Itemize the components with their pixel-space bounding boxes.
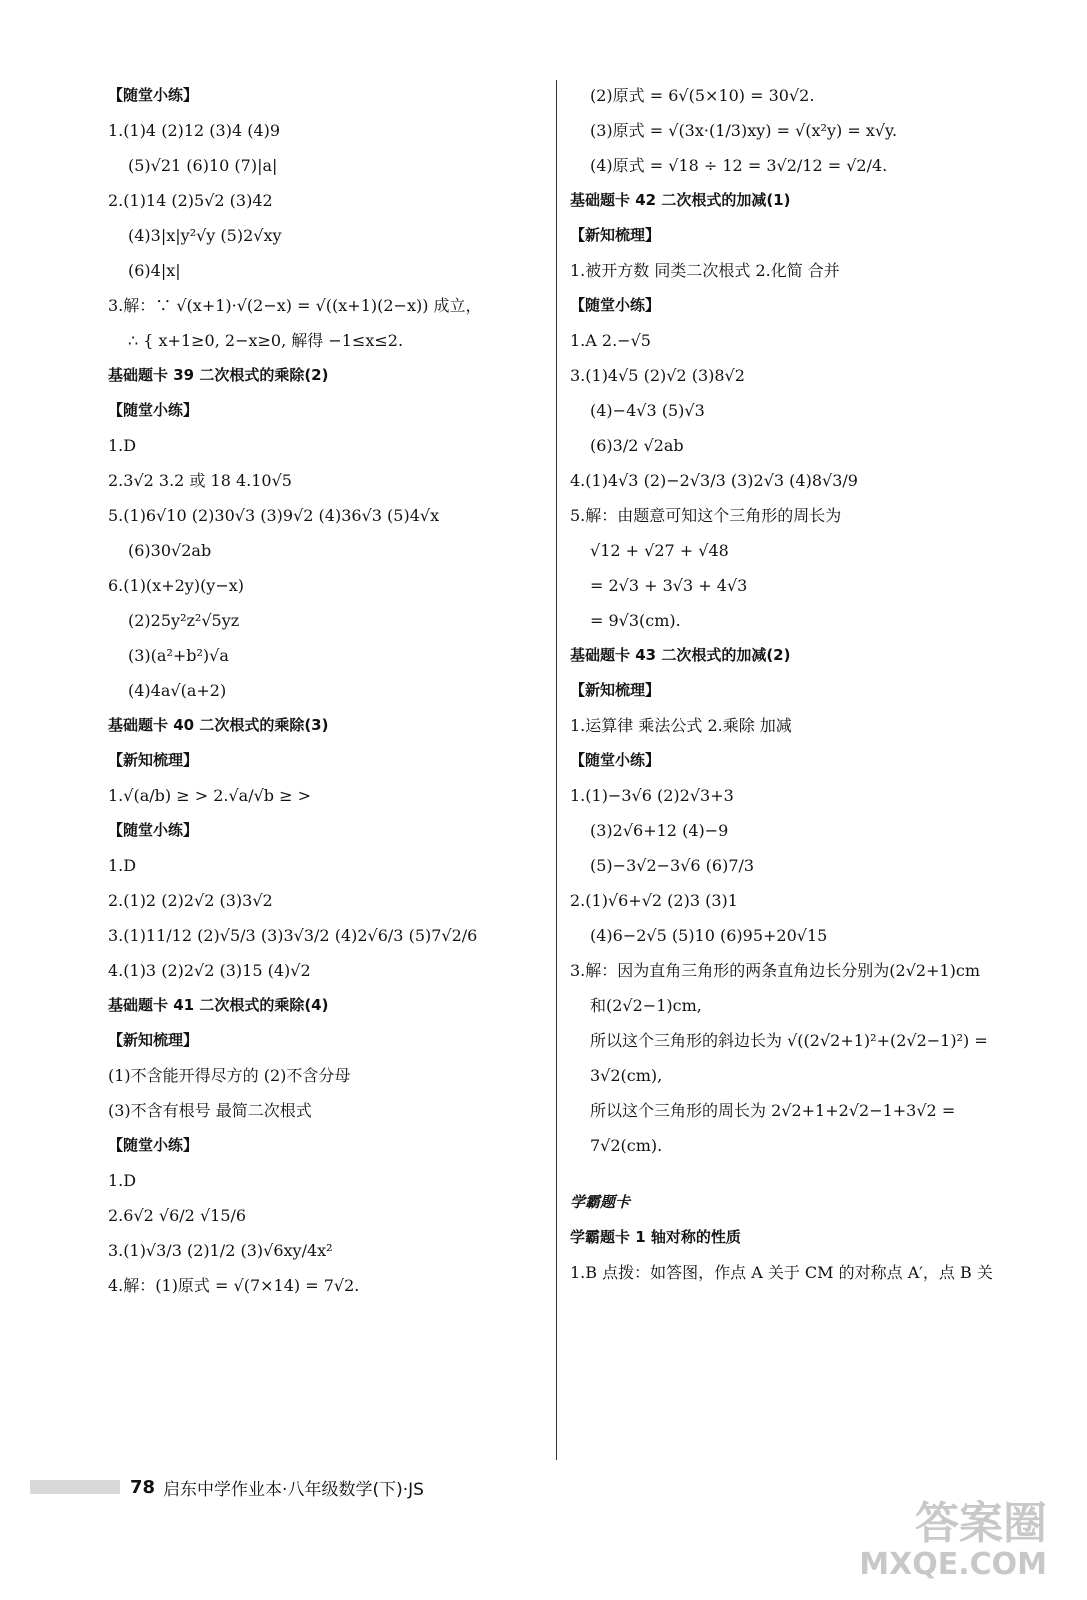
watermark-logo: 答案圈 xyxy=(915,1498,1047,1549)
footer-bar xyxy=(30,1480,120,1494)
answer-line: 2.3√2 3.2 或 18 4.10√5 xyxy=(108,471,292,490)
answer-line: 2.6√2 √6/2 √15/6 xyxy=(108,1206,247,1225)
answer-line: (1)不含能开得尽方的 (2)不含分母 xyxy=(108,1066,351,1085)
answer-line: (6)4|x| xyxy=(128,261,181,280)
section-tag: 【随堂小练】 xyxy=(570,751,661,769)
answer-line: 所以这个三角形的斜边长为 √((2√2+1)²+(2√2−1)²) = xyxy=(590,1031,988,1050)
answer-line: 和(2√2−1)cm, xyxy=(590,996,702,1015)
watermark-url: MXQE.COM xyxy=(859,1547,1047,1582)
book-title: 启东中学作业本·八年级数学(下)·JS xyxy=(163,1479,424,1500)
answer-line: (6)3/2 √2ab xyxy=(590,436,684,455)
section-tag: 【随堂小练】 xyxy=(108,1136,199,1154)
section-tag: 【随堂小练】 xyxy=(108,86,199,104)
section-tag: 【新知梳理】 xyxy=(570,226,661,244)
answer-line: 3.解：因为直角三角形的两条直角边长分别为(2√2+1)cm xyxy=(570,961,981,980)
answer-line: 3.(1)4√5 (2)√2 (3)8√2 xyxy=(570,366,745,385)
answer-line: 1.运算律 乘法公式 2.乘除 加减 xyxy=(570,716,792,735)
answer-line: (4)6−2√5 (5)10 (6)95+20√15 xyxy=(590,926,828,945)
answer-line: (5)√21 (6)10 (7)|a| xyxy=(128,156,278,175)
spacer xyxy=(570,1163,1050,1177)
answer-line: 1.A 2.−√5 xyxy=(570,331,651,350)
section-tag: 【随堂小练】 xyxy=(108,401,199,419)
answer-line: (2)原式 = 6√(5×10) = 30√2. xyxy=(590,86,815,105)
answer-line: 1.D xyxy=(108,1171,137,1190)
right-column xyxy=(570,78,1050,1290)
answer-line: = 9√3(cm). xyxy=(590,611,681,630)
answer-line: (6)30√2ab xyxy=(128,541,212,560)
page-number: 78 xyxy=(130,1476,156,1498)
answer-line: 1.B 点拨：如答图，作点 A 关于 CM 的对称点 A′，点 B 关 xyxy=(570,1263,993,1282)
card-heading: 学霸题卡 1 轴对称的性质 xyxy=(570,1228,741,1246)
answer-line: 5.解：由题意可知这个三角形的周长为 xyxy=(570,506,842,525)
answer-line: (4)−4√3 (5)√3 xyxy=(590,401,705,420)
section-tag: 【随堂小练】 xyxy=(108,821,199,839)
answer-line: 3.(1)√3/3 (2)1/2 (3)√6xy/4x² xyxy=(108,1241,333,1260)
answer-line: (4)4a√(a+2) xyxy=(128,681,227,700)
answer-line: (3)不含有根号 最简二次根式 xyxy=(108,1101,312,1120)
answer-line: (5)−3√2−3√6 (6)7/3 xyxy=(590,856,755,875)
answer-line: (3)2√6+12 (4)−9 xyxy=(590,821,729,840)
card-heading: 基础题卡 43 二次根式的加减(2) xyxy=(570,646,791,664)
answer-line: 1.D xyxy=(108,436,137,455)
answer-line: √12 + √27 + √48 xyxy=(590,541,729,560)
answer-line: 1.被开方数 同类二次根式 2.化简 合并 xyxy=(570,261,840,280)
answer-line: (3)(a²+b²)√a xyxy=(128,646,229,665)
answer-line: 所以这个三角形的周长为 2√2+1+2√2−1+3√2 = xyxy=(590,1101,956,1120)
answer-line: = 2√3 + 3√3 + 4√3 xyxy=(590,576,748,595)
answer-line: 6.(1)(x+2y)(y−x) xyxy=(108,576,245,595)
answer-line: 1.(1)4 (2)12 (3)4 (4)9 xyxy=(108,121,281,140)
answer-line: (3)原式 = √(3x·(1/3)xy) = √(x²y) = x√y. xyxy=(590,121,898,140)
column-divider xyxy=(556,80,557,1460)
left-column xyxy=(108,78,548,1303)
answer-line: 4.解：(1)原式 = √(7×14) = 7√2. xyxy=(108,1276,360,1295)
answer-line: 1.√(a/b) ≥ > 2.√a/√b ≥ > xyxy=(108,786,311,805)
section-tag: 【随堂小练】 xyxy=(570,296,661,314)
answer-line: 1.(1)−3√6 (2)2√3+3 xyxy=(570,786,734,805)
card-heading: 基础题卡 42 二次根式的加减(1) xyxy=(570,191,791,209)
section-tag: 【新知梳理】 xyxy=(108,751,199,769)
page-footer xyxy=(30,1472,424,1502)
answer-line: 3√2(cm), xyxy=(590,1066,663,1085)
answer-line: (4)3|x|y²√y (5)2√xy xyxy=(128,226,282,245)
answer-line: 3.(1)11/12 (2)√5/3 (3)3√3/2 (4)2√6/3 (5)7√2/6 xyxy=(108,926,478,945)
answer-line: 5.(1)6√10 (2)30√3 (3)9√2 (4)36√3 (5)4√x xyxy=(108,506,440,525)
answer-line: 2.(1)14 (2)5√2 (3)42 xyxy=(108,191,273,210)
watermark xyxy=(859,1500,1047,1582)
answer-line: 7√2(cm). xyxy=(590,1136,663,1155)
card-heading: 基础题卡 39 二次根式的乘除(2) xyxy=(108,366,329,384)
answer-line: (2)25y²z²√5yz xyxy=(128,611,240,630)
answer-line: (4)原式 = √18 ÷ 12 = 3√2/12 = √2/4. xyxy=(590,156,888,175)
section-title: 学霸题卡 xyxy=(570,1193,631,1211)
section-tag: 【新知梳理】 xyxy=(570,681,661,699)
card-heading: 基础题卡 41 二次根式的乘除(4) xyxy=(108,996,329,1014)
answer-line: 3.解：∵ √(x+1)·√(2−x) = √((x+1)(2−x)) 成立， xyxy=(108,296,482,315)
answer-line: 2.(1)2 (2)2√2 (3)3√2 xyxy=(108,891,273,910)
answer-line: 1.D xyxy=(108,856,137,875)
section-tag: 【新知梳理】 xyxy=(108,1031,199,1049)
answer-line: ∴ { x+1≥0, 2−x≥0, 解得 −1≤x≤2. xyxy=(128,331,404,350)
answer-line: 4.(1)4√3 (2)−2√3/3 (3)2√3 (4)8√3/9 xyxy=(570,471,858,490)
answer-line: 4.(1)3 (2)2√2 (3)15 (4)√2 xyxy=(108,961,311,980)
card-heading: 基础题卡 40 二次根式的乘除(3) xyxy=(108,716,329,734)
answer-line: 2.(1)√6+√2 (2)3 (3)1 xyxy=(570,891,738,910)
